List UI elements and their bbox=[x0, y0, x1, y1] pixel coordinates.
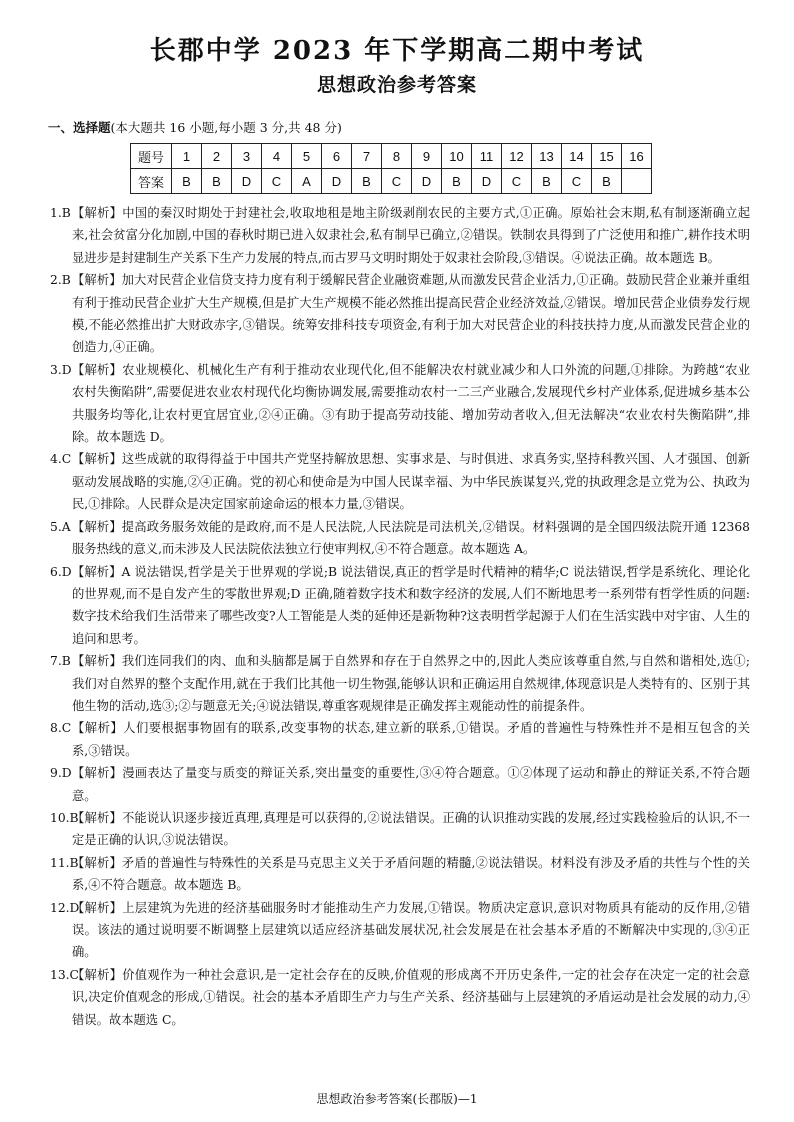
question-number: 6 bbox=[322, 144, 352, 169]
answer-cell: D bbox=[232, 169, 262, 194]
answer-table-answer-row bbox=[131, 169, 652, 194]
item-text: 【解析】漫画表达了量变与质变的辩证关系,突出量变的重要性,③④符合题意。①②体现了运动和静止的辩证关系,不符合题意。 bbox=[72, 766, 750, 803]
answer-cell: C bbox=[382, 169, 412, 194]
question-number: 4 bbox=[262, 144, 292, 169]
item-number: 8.C bbox=[50, 721, 72, 736]
explanation-item bbox=[50, 852, 750, 897]
answer-cell-empty bbox=[622, 169, 652, 194]
question-number: 8 bbox=[382, 144, 412, 169]
answer-cell: B bbox=[202, 169, 232, 194]
item-number: 1.B bbox=[50, 206, 71, 220]
explanation-item bbox=[50, 897, 750, 964]
item-text: 【解析】矛盾的普遍性与特殊性的关系是马克思主义关于矛盾问题的精髓,②说法错误。材料没有涉及矛盾的共性与个性的关系,④不符合题意。故本题选 B。 bbox=[72, 855, 750, 893]
item-text: 【解析】中国的秦汉时期处于封建社会,收取地租是地主阶级剥削农民的主要方式,①正确。原始社会末期,私有制逐渐确立起来,社会贫富分化加剧,中国的春秋时期已进入奴隶社会,私有制早已确立,②错误。铁制农具得到了广泛使用和推广,耕作技术明显进步是封建制生产关系下生产力发展的特点,而古罗马文明时期处于奴隶社会阶段,③错误。④说法正确。故本题选 B。 bbox=[72, 206, 750, 265]
answer-cell: B bbox=[442, 169, 472, 194]
question-number: 5 bbox=[292, 144, 322, 169]
question-number: 9 bbox=[412, 144, 442, 169]
section-heading bbox=[48, 118, 342, 136]
question-number: 7 bbox=[352, 144, 382, 169]
question-number: 11 bbox=[472, 144, 502, 169]
answer-table-number-row bbox=[131, 144, 652, 169]
question-number: 10 bbox=[442, 144, 472, 169]
question-number: 1 bbox=[172, 144, 202, 169]
item-text: 【解析】人们要根据事物固有的联系,改变事物的状态,建立新的联系,①错误。矛盾的普遍性与特殊性并不是相互包含的关系,③错误。 bbox=[72, 721, 750, 758]
item-number: 12.D bbox=[50, 900, 80, 915]
page-subtitle: 思想政治参考答案 bbox=[316, 74, 477, 96]
item-number: 9.D bbox=[50, 766, 72, 781]
item-number: 2.B bbox=[50, 273, 71, 288]
answer-cell: B bbox=[532, 169, 562, 194]
answer-cell: D bbox=[412, 169, 442, 194]
row-label-answer: 答案 bbox=[131, 169, 172, 194]
explanation-item bbox=[50, 202, 750, 269]
item-number: 13.C bbox=[50, 967, 79, 982]
question-number: 3 bbox=[232, 144, 262, 169]
answer-table bbox=[130, 143, 652, 194]
answer-cell: D bbox=[322, 169, 352, 194]
item-number: 4.C bbox=[50, 452, 72, 467]
question-number: 14 bbox=[562, 144, 592, 169]
section-heading-note: (本大题共 16 小题,每小题 3 分,共 48 分) bbox=[110, 120, 342, 135]
answer-cell: A bbox=[292, 169, 322, 194]
explanation-item bbox=[50, 762, 750, 807]
explanation-item bbox=[50, 561, 750, 651]
explanation-item bbox=[50, 964, 750, 1031]
row-label-number: 题号 bbox=[131, 144, 172, 169]
answer-cell: D bbox=[472, 169, 502, 194]
answer-explanations bbox=[50, 202, 750, 1031]
explanation-item bbox=[50, 448, 750, 515]
item-text: 【解析】这些成就的取得得益于中国共产党坚持解放思想、实事求是、与时俱进、求真务实,坚持科教兴国、人才强国、创新驱动发展战略的实施,②④正确。党的初心和使命是为中国人民谋幸福、为中华民族谋复兴,党的执政理念是立党为公、执政为民,①排除。人民群众是决定国家前途命运的根本力量,③错误。 bbox=[72, 452, 750, 512]
answer-cell: B bbox=[592, 169, 622, 194]
section-heading-label: 一、选择题 bbox=[48, 120, 111, 135]
item-text: 【解析】上层建筑为先进的经济基础服务时才能推动生产力发展,①错误。物质决定意识,意识对物质具有能动的反作用,②错误。该法的通过说明要不断调整上层建筑以适应经济基础发展状况,社会发展是在社会基本矛盾的不断解决中实现的,③④正确。 bbox=[72, 900, 750, 960]
explanation-item bbox=[50, 717, 750, 762]
question-number: 15 bbox=[592, 144, 622, 169]
answer-cell: B bbox=[352, 169, 382, 194]
item-text: 【解析】我们连同我们的肉、血和头脑都是属于自然界和存在于自然界之中的,因此人类应该尊重自然,与自然和谐相处,选①;我们对自然界的整个支配作用,就在于我们比其他一切生物强,能够认识和正确运用自然规律,体现意识是人类特有的、区别于其他生物的活动,选③;②与题意无关;④说法错误,尊重客观规律是正确发挥主观能动性的前提条件。 bbox=[72, 654, 750, 713]
answer-cell: C bbox=[262, 169, 292, 194]
page-title: 长郡中学 2023 年下学期高二期中考试 bbox=[149, 36, 645, 66]
explanation-item bbox=[50, 269, 750, 359]
answer-cell: C bbox=[502, 169, 532, 194]
item-number: 3.D bbox=[50, 362, 72, 377]
item-text: 【解析】提高政务服务效能的是政府,而不是人民法院,人民法院是司法机关,②错误。材料强调的是全国四级法院开通 12368 服务热线的意义,而未涉及人民法院依法独立行使审判权,④不符合题意。故本题选 A。 bbox=[72, 519, 750, 557]
answer-cell: C bbox=[562, 169, 592, 194]
item-text: 【解析】A 说法错误,哲学是关于世界观的学说;B 说法错误,真正的哲学是时代精神的精华;C 说法错误,哲学是系统化、理论化的世界观,而不是自发产生的零散世界观;D 正确,随着数字技术和数字经济的发展,人们不断地思考一系列带有哲学性质的问题:数字技术给我们生活带来了哪些改变?人工智能是人类的延伸还是新物种?这表明哲学起源于人们在生活实践中对宇宙、人生的追问和思考。 bbox=[72, 564, 750, 646]
answer-cell: B bbox=[172, 169, 202, 194]
item-number: 6.D bbox=[50, 564, 72, 579]
question-number: 16 bbox=[622, 144, 652, 169]
explanation-item bbox=[50, 650, 750, 717]
page-footer: 思想政治参考答案(长郡版)—1 bbox=[316, 1092, 478, 1106]
question-number: 12 bbox=[502, 144, 532, 169]
explanation-item bbox=[50, 359, 750, 449]
item-text: 【解析】不能说认识逐步接近真理,真理是可以获得的,②说法错误。正确的认识推动实践的发展,经过实践检验后的认识,不一定是正确的认识,③说法错误。 bbox=[72, 810, 750, 848]
question-number: 2 bbox=[202, 144, 232, 169]
item-number: 5.A bbox=[50, 519, 71, 534]
item-number: 10.B bbox=[50, 810, 79, 825]
explanation-item bbox=[50, 516, 750, 561]
item-text: 【解析】农业规模化、机械化生产有利于推动农业现代化,但不能解决农村就业减少和人口外流的问题,①排除。为跨越“农业农村失衡陷阱”,需要促进农业农村现代化均衡协调发展,需要推动农村一二三产业融合,发展现代乡村产业体系,促进城乡基本公共服务均等化,让农村更宜居宜业,②④正确。③有助于提高劳动技能、增加劳动者收入,但无法解决“农业农村失衡陷阱”,排除。故本题选 D。 bbox=[72, 362, 750, 445]
question-number: 13 bbox=[532, 144, 562, 169]
item-number: 11.B bbox=[50, 855, 79, 870]
explanation-item bbox=[50, 807, 750, 852]
item-number: 7.B bbox=[50, 654, 71, 669]
item-text: 【解析】加大对民营企业信贷支持力度有利于缓解民营企业融资难题,从而激发民营企业活力,①正确。鼓励民营企业兼并重组有利于推动民营企业扩大生产规模,但是扩大生产规模不能必然推出提高民营企业经济效益,②错误。增加民营企业债券发行规模,不能必然推出扩大财政赤字,③错误。统筹安排科技专项资金,有利于加大对民营企业的科技扶持力度,从而激发民营企业的创造力,④正确。 bbox=[72, 273, 750, 355]
item-text: 【解析】价值观作为一种社会意识,是一定社会存在的反映,价值观的形成离不开历史条件,一定的社会存在决定一定的社会意识,决定价值观念的形成,①错误。社会的基本矛盾即生产力与生产关系、经济基础与上层建筑的矛盾运动是社会发展的动力,④错误。故本题选 C。 bbox=[72, 967, 750, 1027]
